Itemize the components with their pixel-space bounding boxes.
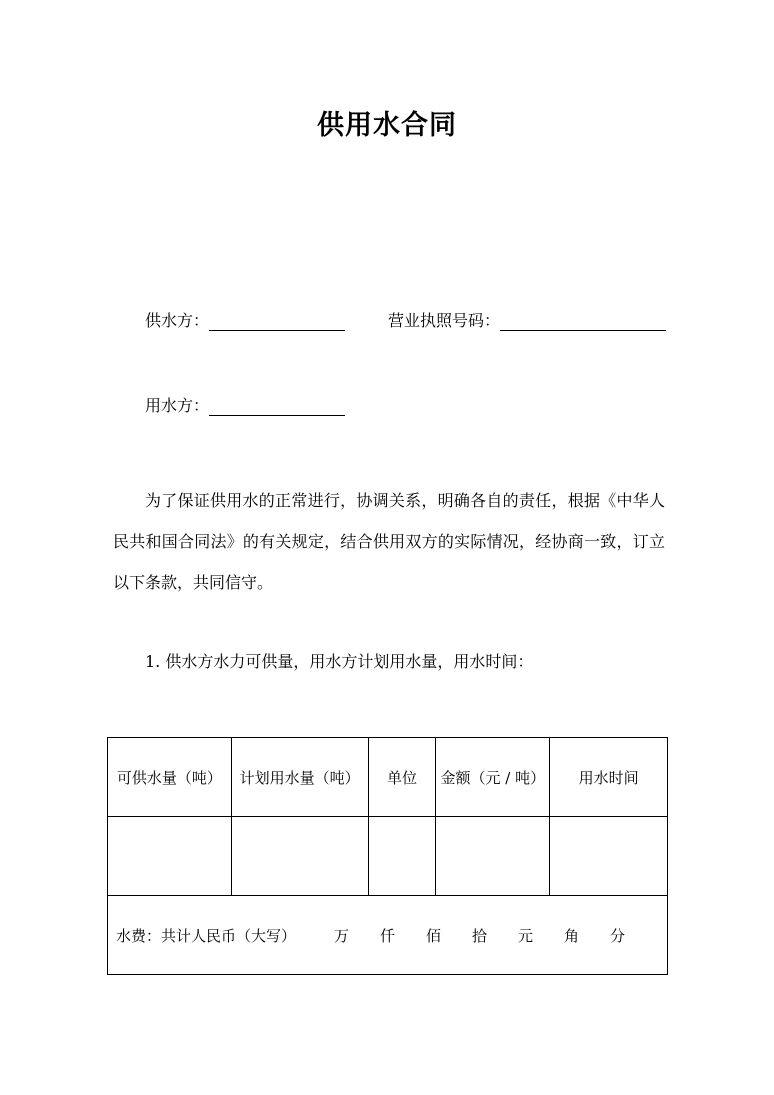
intro-paragraph: 为了保证供用水的正常进行，协调关系，明确各自的责任，根据《中华人民共和国合同法》的有关规定，结合供用双方的实际情况，经协商一致，订立以下条款，共同信守。 [113,491,665,592]
fee-unit-shi: 拾 [472,926,488,945]
header-planned-water: 计划用水量（吨） [231,738,368,817]
water-supply-table [107,737,668,975]
fee-unit-bai: 佰 [426,926,442,945]
document-title: 供用水合同 [317,110,457,141]
fee-unit-wan: 万 [334,926,350,945]
table-header-row [108,738,668,817]
user-field-row [145,396,345,416]
unit-cell[interactable] [368,817,436,896]
fee-unit-qian: 仟 [380,926,396,945]
license-label: 营业执照号码： [388,311,501,330]
header-available-water: 可供水量（吨） [108,738,232,817]
fee-unit-jiao: 角 [564,926,580,945]
supplier-blank-line[interactable] [209,312,345,331]
supplier-label: 供水方： [145,311,210,330]
table-row [108,817,668,896]
clause-1: 1. 供水方水力可供量，用水方计划用水量，用水时间： [145,652,534,671]
fee-label: 水费：共计人民币（大写） [116,926,297,945]
header-unit: 单位 [368,738,436,817]
available-water-cell[interactable] [108,817,232,896]
license-blank-line[interactable] [500,312,666,331]
user-blank-line[interactable] [209,397,345,416]
planned-water-cell[interactable] [231,817,368,896]
fee-cell[interactable] [108,896,668,975]
supplier-field-row [145,311,345,331]
fee-row [108,896,668,975]
fee-unit-yuan: 元 [518,926,534,945]
usage-time-cell[interactable] [550,817,668,896]
fee-unit-fen: 分 [610,926,626,945]
amount-cell[interactable] [436,817,550,896]
license-field-row [388,311,666,331]
header-usage-time: 用水时间 [550,738,668,817]
user-label: 用水方： [145,396,210,415]
header-amount: 金额（元 / 吨） [436,738,550,817]
